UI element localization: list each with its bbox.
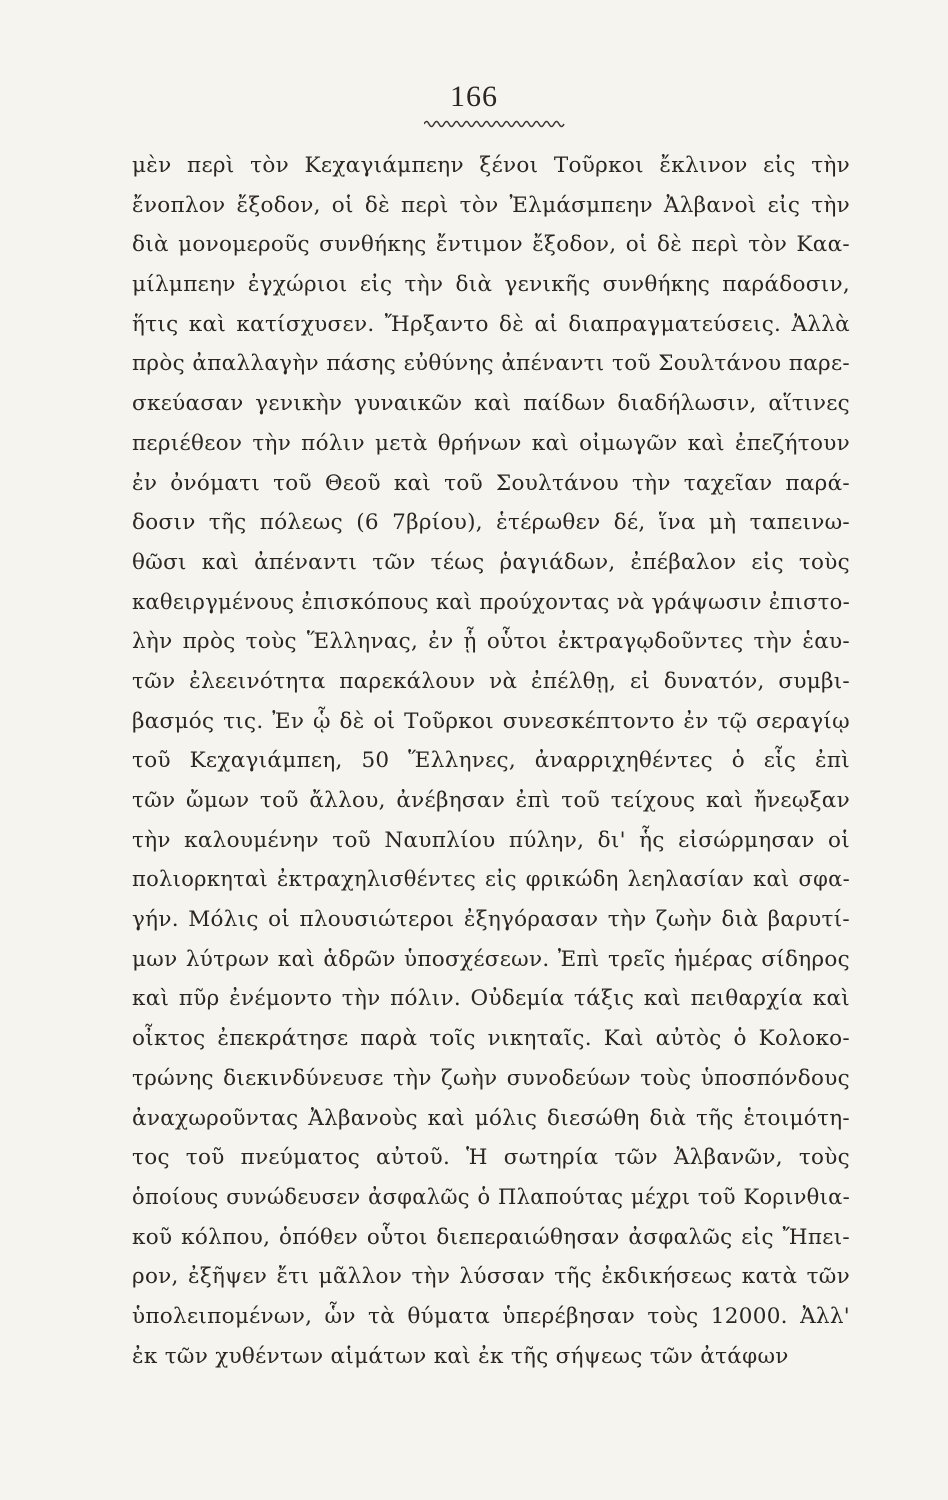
text-line: μίλμπεην ἐγχώριοι εἰς τὴν διὰ γενικῆς συνθήκης παράδοσιν,: [132, 272, 850, 298]
text-line: πολιορκηταὶ ἐκτραχηλισθέντες εἰς φρικώδη λεηλασίαν καὶ σφα-: [132, 867, 850, 892]
text-line: τῶν ἐλεεινότητα παρεκάλουν νὰ ἐπέλθῃ, εἰ δυνατόν, συμβι-: [132, 668, 850, 694]
text-line: οἶκτος ἐπεκράτησε παρὰ τοῖς νικηταῖς. Καὶ αὐτὸς ὁ Κολοκο-: [132, 1026, 850, 1052]
body-text: [132, 146, 850, 1376]
text-line: τοῦ Κεχαγιάμπεη, 50 Ἕλληνες, ἀναρριχηθέντες ὁ εἷς ἐπὶ: [132, 748, 850, 774]
text-line: τος τοῦ πνεύματος αὐτοῦ. Ἡ σωτηρία τῶν Ἀλβανῶν, τοὺς: [132, 1145, 850, 1171]
text-line: σκεύασαν γενικὴν γυναικῶν καὶ παίδων διαδήλωσιν, αἵτινες: [132, 391, 850, 417]
text-line: ρον, ἐξῆψεν ἔτι μᾶλλον τὴν λύσσαν τῆς ἐκδικήσεως κατὰ τῶν: [132, 1264, 850, 1290]
text-line: μὲν περὶ τὸν Κεχαγιάμπεην ξένοι Τοῦρκοι ἔκλινον εἰς τὴν: [132, 153, 850, 178]
page-number: 166: [450, 80, 498, 113]
text-line: ἀναχωροῦντας Ἀλβανοὺς καὶ μόλις διεσώθη διὰ τῆς ἑτοιμότη-: [132, 1105, 850, 1131]
text-line: τὴν καλουμένην τοῦ Ναυπλίου πύλην, δι' ἧς εἰσώρμησαν οἱ: [132, 827, 850, 853]
text-line: καὶ πῦρ ἐνέμοντο τὴν πόλιν. Οὐδεμία τάξις καὶ πειθαρχία καὶ: [132, 986, 850, 1012]
text-line: ἐκ τῶν χυθέντων αἱμάτων καὶ ἐκ τῆς σήψεως τῶν ἀτάφων: [132, 1343, 789, 1369]
text-line: διὰ μονομεροῦς συνθήκης ἔντιμον ἔξοδον, οἱ δὲ περὶ τὸν Καα-: [132, 232, 850, 258]
text-line: τῶν ὤμων τοῦ ἄλλου, ἀνέβησαν ἐπὶ τοῦ τείχους καὶ ἤνεῳξαν: [132, 788, 850, 813]
text-line: περιέθεον τὴν πόλιν μετὰ θρήνων καὶ οἰμωγῶν καὶ ἐπεζήτουν: [132, 430, 850, 456]
text-line: ὁποίους συνώδευσεν ἀσφαλῶς ὁ Πλαπούτας μέχρι τοῦ Κορινθια-: [132, 1184, 850, 1209]
text-line: καθειργμένους ἐπισκόπους καὶ προύχοντας νὰ γράψωσιν ἐπιστο-: [132, 589, 850, 614]
text-line: λὴν πρὸς τοὺς Ἕλληνας, ἐν ᾗ οὗτοι ἐκτραγῳδοῦντες τὴν ἑαυ-: [132, 629, 850, 655]
text-line: πρὸς ἀπαλλαγὴν πάσης εὐθύνης ἀπέναντι τοῦ Σουλτάνου παρε-: [132, 351, 850, 377]
text-line: γήν. Μόλις οἱ πλουσιώτεροι ἐξηγόρασαν τὴν ζωὴν διὰ βαρυτί-: [132, 907, 850, 933]
text-line: ἔνοπλον ἔξοδον, οἱ δὲ περὶ τὸν Ἐλμάσμπεην Ἀλβανοὶ εἰς τὴν: [132, 192, 850, 218]
wavy-rule-ornament: [424, 118, 566, 130]
text-line: ὑπολειπομένων, ὧν τὰ θύματα ὑπερέβησαν τοὺς 12000. Ἀλλ': [132, 1303, 850, 1329]
text-line: βασμός τις. Ἐν ᾧ δὲ οἱ Τοῦρκοι συνεσκέπτοντο ἐν τῷ σεραγίῳ: [132, 708, 850, 734]
text-line: θῶσι καὶ ἀπέναντι τῶν τέως ῥαγιάδων, ἐπέβαλον εἰς τοὺς: [132, 549, 850, 575]
text-line: δοσιν τῆς πόλεως (6 7βρίου), ἑτέρωθεν δέ, ἵνα μὴ ταπεινω-: [132, 510, 850, 536]
text-line: ἐν ὀνόματι τοῦ Θεοῦ καὶ τοῦ Σουλτάνου τὴν ταχεῖαν παρά-: [132, 470, 850, 496]
text-line: μων λύτρων καὶ ἁδρῶν ὑποσχέσεων. Ἐπὶ τρεῖς ἡμέρας σίδηρος: [132, 946, 850, 972]
text-line: κοῦ κόλπου, ὁπόθεν οὗτοι διεπεραιώθησαν ἀσφαλῶς εἰς Ἤπει-: [132, 1224, 850, 1250]
text-line: ἥτις καὶ κατίσχυσεν. Ἤρξαντο δὲ αἱ διαπραγματεύσεις. Ἀλλὰ: [132, 311, 850, 337]
text-line: τρώνης διεκινδύνευσε τὴν ζωὴν συνοδεύων τοὺς ὑποσπόνδους: [132, 1065, 850, 1091]
